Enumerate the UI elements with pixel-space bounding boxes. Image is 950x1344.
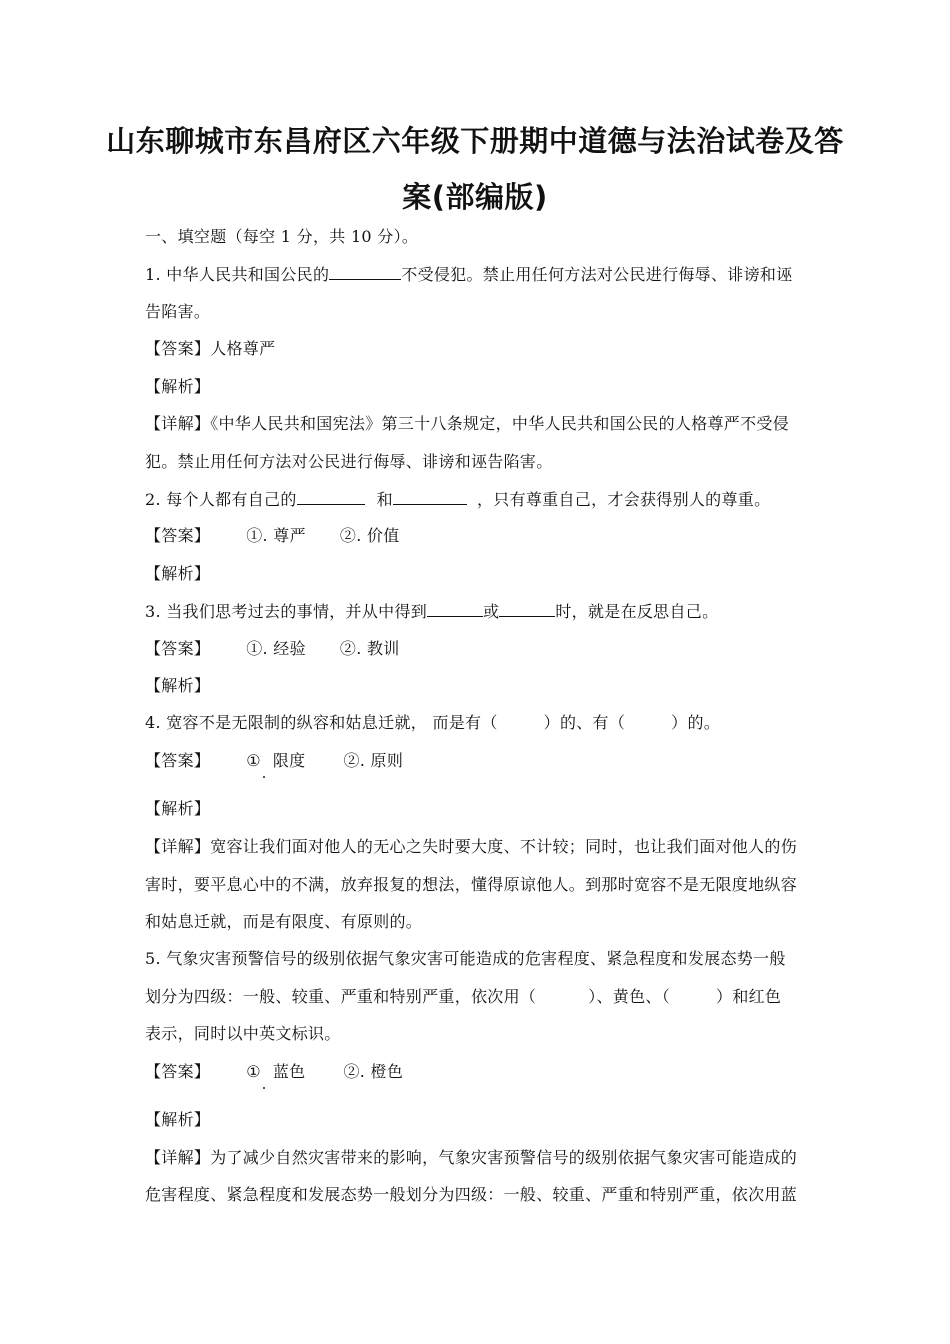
question-5-text-b: ）、黄色、（: [588, 987, 671, 1006]
question-1-text-a: 1. 中华人民共和国公民的: [145, 265, 330, 284]
answer-label: 【答案】: [145, 639, 211, 658]
answer-item-1-mark: ①: [246, 751, 261, 770]
question-5-text-c: ）和红色: [716, 987, 782, 1006]
answer-item-1-mark: ①: [246, 1062, 261, 1081]
question-5-analysis: 【解析】: [145, 1110, 211, 1129]
answer-item-2: ②. 原则: [343, 751, 404, 770]
question-2-text-b: 和: [376, 490, 393, 509]
answer-item-1: ①. 经验: [246, 639, 306, 658]
question-2-answer: [145, 524, 810, 548]
question-4-line-1: [145, 711, 810, 735]
section-heading: 一、填空题（每空 1 分，共 10 分）。: [145, 227, 419, 246]
question-3-text-c: 时，就是在反思自己。: [555, 602, 719, 621]
question-5-detail-line-1: 【详解】为了减少自然灾害带来的影响，气象灾害预警信号的级别依据气象灾害可能造成的: [145, 1148, 798, 1167]
question-4-text-b: ）的、有（: [543, 713, 626, 732]
answer-label: 【答案】: [145, 526, 211, 545]
ordinal-dot: [263, 1087, 265, 1089]
answer-blank: [393, 487, 467, 505]
question-1-analysis: 【解析】: [145, 377, 211, 396]
question-5-line-2: [145, 985, 810, 1009]
question-1-detail-line-2: 犯。禁止用任何方法对公民进行侮辱、诽谤和诬告陷害。: [145, 452, 553, 471]
question-3-answer: [145, 637, 810, 661]
question-2-text-c: ，只有尊重自己，才会获得别人的尊重。: [476, 490, 771, 509]
question-2-text-a: 2. 每个人都有自己的: [145, 490, 297, 509]
question-3-text-b: 或: [483, 602, 500, 621]
document-title-line-1: 山东聊城市东昌府区六年级下册期中道德与法治试卷及答: [106, 124, 844, 158]
question-5-line-1: 5. 气象灾害预警信号的级别依据气象灾害可能造成的危害程度、紧急程度和发展态势一般: [145, 949, 786, 968]
question-4-detail-line-1: 【详解】宽容让我们面对他人的无心之失时要大度、不计较；同时，也让我们面对他人的伤: [145, 837, 798, 856]
answer-item-2: ②. 教训: [339, 639, 400, 658]
answer-blank: [499, 599, 555, 617]
question-4-detail-line-2: 害时，要平息心中的不满，放弃报复的想法，懂得原谅他人。到那时宽容不是无限度地纵容: [145, 875, 798, 894]
answer-label: 【答案】: [145, 751, 211, 770]
question-3-text-a: 3. 当我们思考过去的事情，并从中得到: [145, 602, 428, 621]
question-1-line-2: 告陷害。: [145, 302, 211, 321]
answer-blank: [297, 487, 365, 505]
question-4-detail-line-3: 和姑息迁就，而是有限度、有原则的。: [145, 912, 423, 931]
question-3-line-1: [145, 599, 810, 624]
answer-blank: [427, 599, 483, 617]
question-1-answer: 【答案】人格尊严: [145, 339, 276, 358]
answer-item-2: ②. 价值: [339, 526, 400, 545]
question-1-line-1: [145, 262, 810, 287]
question-4-analysis: 【解析】: [145, 799, 211, 818]
question-3-analysis: 【解析】: [145, 676, 211, 695]
answer-item-1: 蓝色: [272, 1062, 306, 1081]
answer-blank: [329, 262, 401, 280]
question-1-detail-line-1: 【详解】《中华人民共和国宪法》第三十八条规定，中华人民共和国公民的人格尊严不受侵: [145, 414, 790, 433]
document-title-line-2: 案(部编版): [402, 180, 548, 214]
question-4-answer: [145, 749, 810, 773]
question-5-line-3: 表示，同时以中英文标识。: [145, 1024, 341, 1043]
question-2-analysis: 【解析】: [145, 564, 211, 583]
ordinal-dot: [263, 776, 265, 778]
question-1-text-b: 不受侵犯。禁止用任何方法对公民进行侮辱、诽谤和诬: [401, 265, 793, 284]
answer-label: 【答案】: [145, 1062, 211, 1081]
question-5-text-a: 划分为四级：一般、较重、严重和特别严重，依次用（: [145, 987, 537, 1006]
question-2-line-1: [145, 487, 810, 512]
answer-item-1: ①. 尊严: [246, 526, 306, 545]
question-4-text-a: 4. 宽容不是无限制的纵容和姑息迁就， 而是有（: [145, 713, 498, 732]
question-4-text-c: ）的。: [671, 713, 721, 732]
answer-item-2: ②. 橙色: [343, 1062, 404, 1081]
answer-item-1: 限度: [272, 751, 306, 770]
question-5-detail-line-2: 危害程度、紧急程度和发展态势一般划分为四级：一般、较重、严重和特别严重，依次用蓝: [145, 1185, 798, 1204]
question-5-answer: [145, 1060, 810, 1084]
